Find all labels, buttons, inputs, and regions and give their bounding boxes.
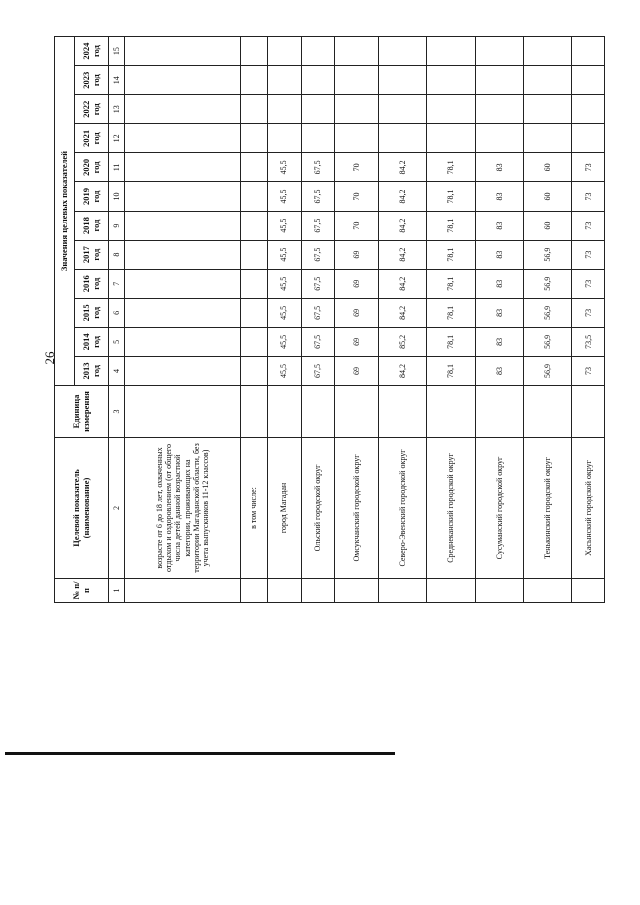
- indicator-name-cell: в том числе:: [241, 438, 268, 579]
- indicator-name-cell: Северо-Эвенский городской округ: [378, 438, 426, 579]
- unit-cell: [572, 386, 605, 438]
- column-index-cell: 14: [109, 66, 125, 95]
- indicator-name-cell: Тенькинский городской округ: [523, 438, 571, 579]
- value-cell: [125, 298, 241, 327]
- value-cell: [301, 66, 335, 95]
- value-cell: 73: [572, 153, 605, 182]
- value-cell: 78,1: [427, 153, 475, 182]
- value-cell: [241, 269, 268, 298]
- table-row: [378, 37, 426, 603]
- value-cell: [241, 95, 268, 124]
- value-cell: 45,5: [267, 298, 301, 327]
- header-year: 2016 год: [75, 269, 109, 298]
- value-cell: 78,1: [427, 211, 475, 240]
- unit-cell: [335, 386, 379, 438]
- value-cell: [475, 95, 523, 124]
- table-row: [523, 37, 571, 603]
- value-cell: 83: [475, 153, 523, 182]
- value-cell: [241, 124, 268, 153]
- value-cell: 45,5: [267, 211, 301, 240]
- header-num: № п/п: [55, 579, 109, 603]
- table-row: [125, 37, 241, 603]
- value-cell: 85,2: [378, 327, 426, 356]
- indicator-name-cell: возрасте от 6 до 18 лет, охваченных отдыхом и оздоровлением (от общего числа детей данной возрастной категории, проживающих на территории Магаданской области, без учета выпускников 11-12 классов): [125, 438, 241, 579]
- value-cell: 67,5: [301, 269, 335, 298]
- value-cell: 69: [335, 269, 379, 298]
- value-cell: 56,9: [523, 327, 571, 356]
- table-row: [572, 37, 605, 603]
- value-cell: 73: [572, 240, 605, 269]
- value-cell: [572, 124, 605, 153]
- row-num-cell: [125, 579, 241, 603]
- value-cell: [125, 66, 241, 95]
- indicator-name-cell: город Магадан: [267, 438, 301, 579]
- value-cell: 73: [572, 298, 605, 327]
- column-index-cell: 15: [109, 37, 125, 66]
- value-cell: [475, 37, 523, 66]
- row-num-cell: [267, 579, 301, 603]
- value-cell: 67,5: [301, 211, 335, 240]
- value-cell: 84,2: [378, 182, 426, 211]
- column-index-cell: 6: [109, 298, 125, 327]
- table-container: [54, 36, 605, 603]
- value-cell: 83: [475, 356, 523, 385]
- value-cell: [241, 182, 268, 211]
- value-cell: [427, 95, 475, 124]
- value-cell: 78,1: [427, 327, 475, 356]
- unit-cell: [378, 386, 426, 438]
- value-cell: [335, 95, 379, 124]
- table-row: [475, 37, 523, 603]
- row-num-cell: [378, 579, 426, 603]
- target-indicators-table: [54, 36, 605, 603]
- value-cell: 69: [335, 298, 379, 327]
- value-cell: 78,1: [427, 298, 475, 327]
- value-cell: 67,5: [301, 298, 335, 327]
- value-cell: 78,1: [427, 356, 475, 385]
- value-cell: [241, 298, 268, 327]
- row-num-cell: [523, 579, 571, 603]
- column-index-cell: 3: [109, 386, 125, 438]
- value-cell: [301, 124, 335, 153]
- row-num-cell: [335, 579, 379, 603]
- indicator-name-cell: Среднеканский городской округ: [427, 438, 475, 579]
- value-cell: [241, 356, 268, 385]
- value-cell: [427, 37, 475, 66]
- value-cell: [523, 37, 571, 66]
- table-row: [241, 37, 268, 603]
- value-cell: 69: [335, 327, 379, 356]
- column-index-cell: 5: [109, 327, 125, 356]
- value-cell: [125, 327, 241, 356]
- value-cell: 83: [475, 211, 523, 240]
- value-cell: [267, 66, 301, 95]
- value-cell: [241, 37, 268, 66]
- value-cell: [125, 269, 241, 298]
- value-cell: [523, 66, 571, 95]
- value-cell: 84,2: [378, 240, 426, 269]
- unit-cell: [427, 386, 475, 438]
- value-cell: 69: [335, 240, 379, 269]
- header-unit: Единица измерения: [55, 386, 109, 438]
- row-num-cell: [427, 579, 475, 603]
- value-cell: [125, 240, 241, 269]
- value-cell: 67,5: [301, 240, 335, 269]
- value-cell: 83: [475, 269, 523, 298]
- row-num-cell: [572, 579, 605, 603]
- value-cell: 56,9: [523, 269, 571, 298]
- header-year: 2019 год: [75, 182, 109, 211]
- value-cell: 45,5: [267, 327, 301, 356]
- value-cell: [241, 153, 268, 182]
- header-year: 2023 год: [75, 66, 109, 95]
- value-cell: [267, 95, 301, 124]
- value-cell: [572, 95, 605, 124]
- indicator-name-cell: Хасынский городской округ: [572, 438, 605, 579]
- value-cell: 45,5: [267, 269, 301, 298]
- column-index-cell: 11: [109, 153, 125, 182]
- value-cell: 45,5: [267, 182, 301, 211]
- value-cell: 60: [523, 153, 571, 182]
- value-cell: [427, 66, 475, 95]
- value-cell: [378, 66, 426, 95]
- value-cell: 84,2: [378, 153, 426, 182]
- value-cell: 73: [572, 356, 605, 385]
- header-year: 2013 год: [75, 356, 109, 385]
- row-num-cell: [241, 579, 268, 603]
- value-cell: [335, 124, 379, 153]
- value-cell: 73: [572, 182, 605, 211]
- indicator-name-cell: Сусуманский городской округ: [475, 438, 523, 579]
- value-cell: [378, 37, 426, 66]
- value-cell: [335, 66, 379, 95]
- column-index-cell: 4: [109, 356, 125, 385]
- value-cell: [267, 124, 301, 153]
- value-cell: [241, 240, 268, 269]
- value-cell: 70: [335, 182, 379, 211]
- value-cell: [125, 153, 241, 182]
- value-cell: 83: [475, 327, 523, 356]
- value-cell: [378, 95, 426, 124]
- header-year: 2014 год: [75, 327, 109, 356]
- table-row: [301, 37, 335, 603]
- value-cell: 56,9: [523, 356, 571, 385]
- header-year: 2018 год: [75, 211, 109, 240]
- table-row: [427, 37, 475, 603]
- column-index-cell: 9: [109, 211, 125, 240]
- value-cell: 84,2: [378, 298, 426, 327]
- unit-cell: [475, 386, 523, 438]
- table-row: [267, 37, 301, 603]
- value-cell: [241, 66, 268, 95]
- column-index-cell: 1: [109, 579, 125, 603]
- value-cell: [125, 124, 241, 153]
- value-cell: [572, 37, 605, 66]
- value-cell: 84,2: [378, 356, 426, 385]
- value-cell: 45,5: [267, 356, 301, 385]
- row-num-cell: [301, 579, 335, 603]
- value-cell: 69: [335, 356, 379, 385]
- value-cell: 83: [475, 298, 523, 327]
- value-cell: [125, 37, 241, 66]
- header-year: 2017 год: [75, 240, 109, 269]
- value-cell: 70: [335, 153, 379, 182]
- rotated-table-area: [54, 36, 605, 603]
- value-cell: [572, 66, 605, 95]
- table-row: [335, 37, 379, 603]
- unit-cell: [523, 386, 571, 438]
- column-index-cell: 13: [109, 95, 125, 124]
- page-number: 26: [42, 351, 57, 365]
- row-num-cell: [475, 579, 523, 603]
- value-cell: [475, 124, 523, 153]
- value-cell: [125, 356, 241, 385]
- column-index-cell: 2: [109, 438, 125, 579]
- value-cell: 67,5: [301, 327, 335, 356]
- header-year: 2015 год: [75, 298, 109, 327]
- value-cell: [301, 37, 335, 66]
- value-cell: 78,1: [427, 269, 475, 298]
- value-cell: [241, 327, 268, 356]
- value-cell: 56,9: [523, 298, 571, 327]
- header-year: 2021 год: [75, 124, 109, 153]
- header-year: 2020 год: [75, 153, 109, 182]
- column-index-cell: 10: [109, 182, 125, 211]
- value-cell: 84,2: [378, 269, 426, 298]
- value-cell: [523, 95, 571, 124]
- value-cell: [427, 124, 475, 153]
- value-cell: 83: [475, 182, 523, 211]
- unit-cell: [301, 386, 335, 438]
- value-cell: 83: [475, 240, 523, 269]
- value-cell: [523, 124, 571, 153]
- value-cell: 56,9: [523, 240, 571, 269]
- value-cell: 67,5: [301, 356, 335, 385]
- value-cell: 84,2: [378, 211, 426, 240]
- value-cell: 60: [523, 182, 571, 211]
- header-values-group: Значения целевых показателей: [55, 37, 75, 386]
- value-cell: 45,5: [267, 153, 301, 182]
- value-cell: 70: [335, 211, 379, 240]
- header-year: 2024 год: [75, 37, 109, 66]
- value-cell: [301, 95, 335, 124]
- value-cell: 78,1: [427, 240, 475, 269]
- column-index-cell: 8: [109, 240, 125, 269]
- value-cell: 78,1: [427, 182, 475, 211]
- column-index-cell: 12: [109, 124, 125, 153]
- unit-cell: [125, 386, 241, 438]
- header-indicator: Целевой показатель (наименование): [55, 438, 109, 579]
- value-cell: 60: [523, 211, 571, 240]
- value-cell: 73: [572, 269, 605, 298]
- column-index-cell: 7: [109, 269, 125, 298]
- value-cell: [125, 182, 241, 211]
- value-cell: 73,5: [572, 327, 605, 356]
- value-cell: [335, 37, 379, 66]
- value-cell: [267, 37, 301, 66]
- value-cell: 73: [572, 211, 605, 240]
- value-cell: [241, 211, 268, 240]
- header-year: 2022 год: [75, 95, 109, 124]
- value-cell: 67,5: [301, 182, 335, 211]
- value-cell: 67,5: [301, 153, 335, 182]
- value-cell: 45,5: [267, 240, 301, 269]
- indicator-name-cell: Ольский городской округ: [301, 438, 335, 579]
- value-cell: [125, 95, 241, 124]
- indicator-name-cell: Омсукчанский городской округ: [335, 438, 379, 579]
- value-cell: [125, 211, 241, 240]
- horizontal-rule: [5, 752, 395, 755]
- value-cell: [475, 66, 523, 95]
- unit-cell: [267, 386, 301, 438]
- unit-cell: [241, 386, 268, 438]
- value-cell: [378, 124, 426, 153]
